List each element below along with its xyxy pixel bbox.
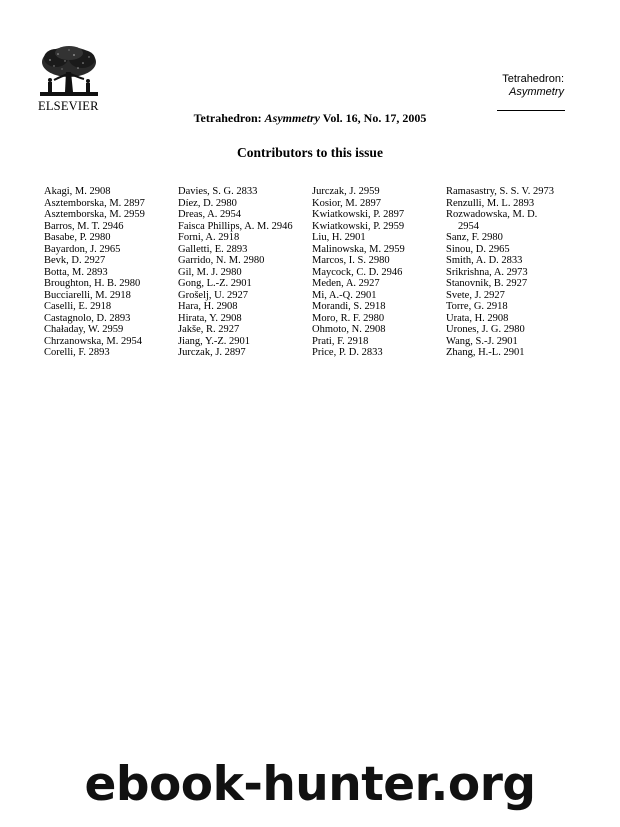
page-title: Contributors to this issue: [237, 145, 383, 160]
journal-brand-line1: Tetrahedron:: [502, 73, 564, 85]
contributor-entry: Urones, J. G. 2980: [446, 324, 525, 335]
contributor-entry: Svete, J. 2927: [446, 289, 505, 301]
contributors-column-2: [178, 186, 293, 359]
contributor-entry-continuation: 2954: [458, 220, 479, 232]
contributor-entry: Broughton, H. B. 2980: [44, 278, 141, 289]
contributor-entry: Jurczak, J. 2897: [178, 347, 246, 358]
contributor-entry: Asztemborska, M. 2959: [44, 209, 145, 220]
contributors-column-4: [446, 186, 554, 359]
contributor-entry: Chaładay, W. 2959: [44, 324, 124, 335]
contributor-entry: Srikrishna, A. 2973: [446, 266, 528, 278]
contributor-entry: Bucciarelli, M. 2918: [44, 289, 131, 301]
contributor-entry: Bevk, D. 2927: [44, 255, 106, 266]
contributor-entry: Forni, A. 2918: [178, 232, 240, 243]
contributor-entry: Chrzanowska, M. 2954: [44, 335, 142, 347]
contributors-column-3: [312, 186, 405, 359]
contributor-entry: Ohmoto, N. 2908: [312, 324, 386, 335]
contributor-entry: Kosior, M. 2897: [312, 197, 381, 209]
contributor-entry: Jakše, R. 2927: [178, 324, 240, 335]
contributor-entry: Liu, H. 2901: [312, 232, 366, 243]
contributor-entry: Bayardon, J. 2965: [44, 243, 121, 255]
contributor-entry: Smith, A. D. 2833: [446, 255, 523, 266]
journal-header: [0, 111, 620, 126]
contributor-entry: Morandi, S. 2918: [312, 301, 386, 312]
contributor-entry: Renzulli, M. L. 2893: [446, 197, 535, 209]
contributor-entry: Botta, M. 2893: [44, 266, 108, 278]
contributor-entry: Jurczak, J. 2959: [312, 186, 380, 197]
contributor-entry: Hirata, Y. 2908: [178, 312, 242, 324]
contributor-entry: Moro, R. F. 2980: [312, 312, 385, 324]
contributor-entry: Kwiatkowski, P. 2897: [312, 209, 405, 220]
watermark: ebook-hunter.org: [84, 757, 536, 812]
contributor-entry: Gil, M. J. 2980: [178, 266, 242, 278]
contributor-entry: Malinowska, M. 2959: [312, 243, 405, 255]
journal-header-volume: Vol. 16, No. 17, 2005: [322, 111, 427, 125]
contributor-entry: Mi, A.-Q. 2901: [312, 289, 377, 301]
contributor-entry: Kwiatkowski, P. 2959: [312, 220, 405, 232]
contributor-entry: Davies, S. G. 2833: [178, 186, 258, 197]
contributor-entry: Akagi, M. 2908: [44, 186, 111, 197]
contributor-entry: Sinou, D. 2965: [446, 243, 510, 255]
contributor-entry: Hara, H. 2908: [178, 301, 238, 312]
contributor-entry: Grošelj, U. 2927: [178, 289, 248, 301]
contributor-entry: Stanovnik, B. 2927: [446, 278, 528, 289]
contributor-entry: Barros, M. T. 2946: [44, 220, 124, 232]
contributor-entry: Sanz, F. 2980: [446, 232, 503, 243]
contributor-entry: Urata, H. 2908: [446, 312, 509, 324]
contributor-entry: Gong, L.-Z. 2901: [178, 278, 252, 289]
journal-header-prefix: Tetrahedron:: [193, 111, 262, 125]
contributor-entry: Caselli, E. 2918: [44, 301, 112, 312]
contributor-entry: Rozwadowska, M. D.: [446, 209, 538, 220]
contributor-entry: Garrido, N. M. 2980: [178, 255, 265, 266]
publisher-wordmark: ELSEVIER: [38, 99, 99, 113]
contributor-entry: Dreas, A. 2954: [178, 209, 241, 220]
contributor-entry: Wang, S.-J. 2901: [446, 335, 518, 347]
journal-brand-line2: Asymmetry: [509, 86, 564, 98]
journal-header-italic: Asymmetry: [264, 111, 320, 125]
contributor-entry: Faisca Phillips, A. M. 2946: [178, 220, 293, 232]
contributor-entry: Torre, G. 2918: [446, 301, 508, 312]
contributor-entry: Ramasastry, S. S. V. 2973: [446, 186, 555, 197]
contributors-column-1: [44, 186, 145, 359]
contributor-entry: Galletti, E. 2893: [178, 243, 248, 255]
contributor-entry: Prati, F. 2918: [312, 335, 369, 347]
contributor-entry: Jiang, Y.-Z. 2901: [178, 335, 251, 347]
journal-brand: [502, 73, 564, 99]
contributor-entry: Price, P. D. 2833: [312, 347, 383, 358]
contributor-entry: Díez, D. 2980: [178, 197, 237, 209]
contributor-entry: Asztemborska, M. 2897: [44, 197, 145, 209]
contributor-entry: Corelli, F. 2893: [44, 347, 110, 358]
contributor-entry: Marcos, I. S. 2980: [312, 255, 390, 266]
contributor-entry: Maycock, C. D. 2946: [312, 266, 403, 278]
contributor-entry: Meden, A. 2927: [312, 278, 380, 289]
contributor-entry: Basabe, P. 2980: [44, 232, 111, 243]
contributor-entry: Castagnolo, D. 2893: [44, 312, 131, 324]
contributor-entry: Zhang, H.-L. 2901: [446, 347, 525, 358]
